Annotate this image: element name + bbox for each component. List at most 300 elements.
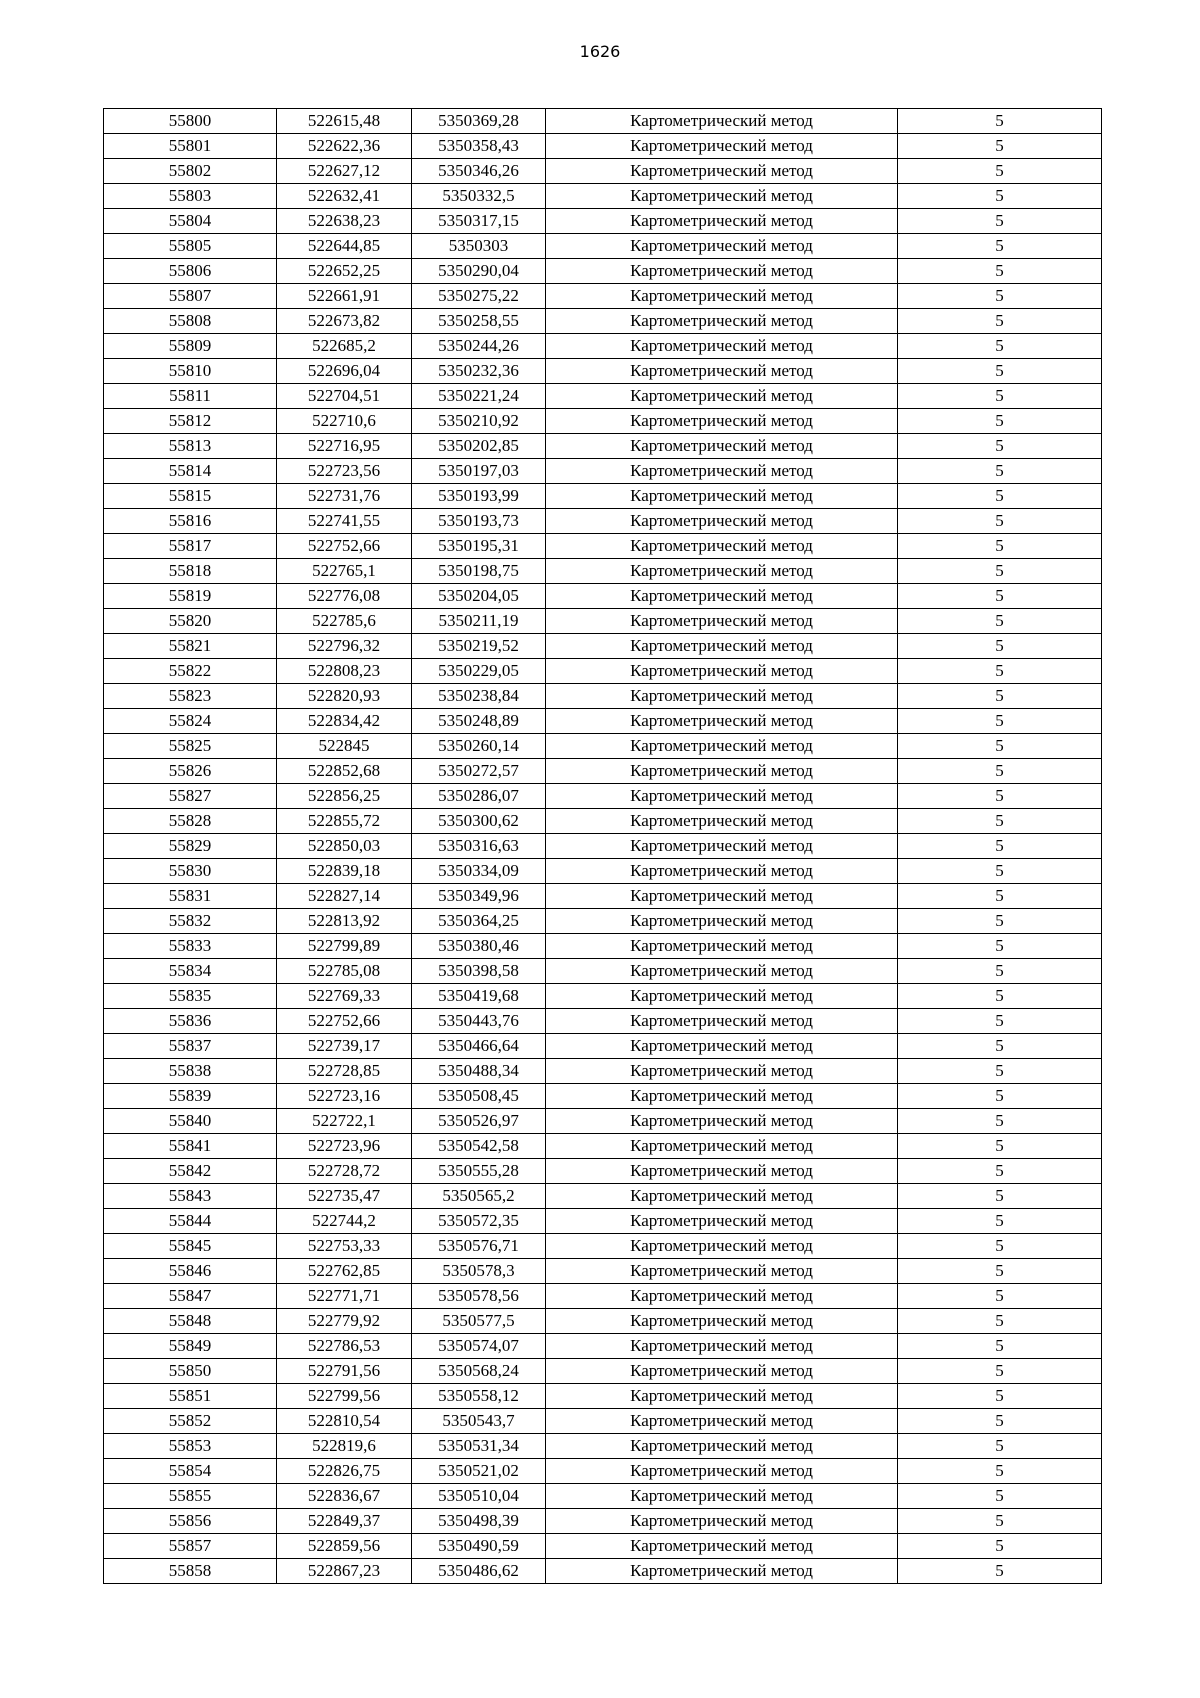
- y-coordinate-cell: 5350380,46: [412, 934, 546, 959]
- method-cell: Картометрический метод: [546, 609, 898, 634]
- x-coordinate-cell: 522786,53: [277, 1334, 412, 1359]
- y-coordinate-cell: 5350490,59: [412, 1534, 546, 1559]
- method-cell: Картометрический метод: [546, 659, 898, 684]
- x-coordinate-cell: 522723,16: [277, 1084, 412, 1109]
- accuracy-cell: 5: [898, 1159, 1102, 1184]
- accuracy-cell: 5: [898, 1334, 1102, 1359]
- x-coordinate-cell: 522799,56: [277, 1384, 412, 1409]
- x-coordinate-cell: 522808,23: [277, 659, 412, 684]
- method-cell: Картометрический метод: [546, 1359, 898, 1384]
- x-coordinate-cell: 522685,2: [277, 334, 412, 359]
- x-coordinate-cell: 522722,1: [277, 1109, 412, 1134]
- method-cell: Картометрический метод: [546, 109, 898, 134]
- method-cell: Картометрический метод: [546, 209, 898, 234]
- table-row: [104, 1309, 1102, 1334]
- point-number-cell: 55805: [104, 234, 277, 259]
- method-cell: Картометрический метод: [546, 584, 898, 609]
- point-number-cell: 55823: [104, 684, 277, 709]
- method-cell: Картометрический метод: [546, 1209, 898, 1234]
- point-number-cell: 55826: [104, 759, 277, 784]
- method-cell: Картометрический метод: [546, 1334, 898, 1359]
- x-coordinate-cell: 522819,6: [277, 1434, 412, 1459]
- accuracy-cell: 5: [898, 659, 1102, 684]
- x-coordinate-cell: 522776,08: [277, 584, 412, 609]
- x-coordinate-cell: 522696,04: [277, 359, 412, 384]
- y-coordinate-cell: 5350572,35: [412, 1209, 546, 1234]
- y-coordinate-cell: 5350210,92: [412, 409, 546, 434]
- point-number-cell: 55839: [104, 1084, 277, 1109]
- accuracy-cell: 5: [898, 609, 1102, 634]
- method-cell: Картометрический метод: [546, 934, 898, 959]
- x-coordinate-cell: 522867,23: [277, 1559, 412, 1584]
- point-number-cell: 55802: [104, 159, 277, 184]
- point-number-cell: 55827: [104, 784, 277, 809]
- table-row: [104, 1234, 1102, 1259]
- y-coordinate-cell: 5350303: [412, 234, 546, 259]
- y-coordinate-cell: 5350419,68: [412, 984, 546, 1009]
- accuracy-cell: 5: [898, 1534, 1102, 1559]
- accuracy-cell: 5: [898, 209, 1102, 234]
- accuracy-cell: 5: [898, 1034, 1102, 1059]
- accuracy-cell: 5: [898, 284, 1102, 309]
- method-cell: Картометрический метод: [546, 1134, 898, 1159]
- y-coordinate-cell: 5350466,64: [412, 1034, 546, 1059]
- method-cell: Картометрический метод: [546, 234, 898, 259]
- point-number-cell: 55856: [104, 1509, 277, 1534]
- point-number-cell: 55835: [104, 984, 277, 1009]
- y-coordinate-cell: 5350577,5: [412, 1309, 546, 1334]
- x-coordinate-cell: 522827,14: [277, 884, 412, 909]
- method-cell: Картометрический метод: [546, 984, 898, 1009]
- point-number-cell: 55812: [104, 409, 277, 434]
- point-number-cell: 55852: [104, 1409, 277, 1434]
- accuracy-cell: 5: [898, 1184, 1102, 1209]
- accuracy-cell: 5: [898, 709, 1102, 734]
- method-cell: Картометрический метод: [546, 834, 898, 859]
- table-row: [104, 934, 1102, 959]
- y-coordinate-cell: 5350443,76: [412, 1009, 546, 1034]
- y-coordinate-cell: 5350193,99: [412, 484, 546, 509]
- table-row: [104, 1509, 1102, 1534]
- table-row: [104, 1334, 1102, 1359]
- table-row: [104, 1034, 1102, 1059]
- accuracy-cell: 5: [898, 684, 1102, 709]
- method-cell: Картометрический метод: [546, 1034, 898, 1059]
- x-coordinate-cell: 522710,6: [277, 409, 412, 434]
- accuracy-cell: 5: [898, 459, 1102, 484]
- y-coordinate-cell: 5350358,43: [412, 134, 546, 159]
- accuracy-cell: 5: [898, 809, 1102, 834]
- point-number-cell: 55829: [104, 834, 277, 859]
- y-coordinate-cell: 5350578,56: [412, 1284, 546, 1309]
- point-number-cell: 55844: [104, 1209, 277, 1234]
- x-coordinate-cell: 522673,82: [277, 309, 412, 334]
- table-row: [104, 709, 1102, 734]
- x-coordinate-cell: 522723,96: [277, 1134, 412, 1159]
- x-coordinate-cell: 522826,75: [277, 1459, 412, 1484]
- x-coordinate-cell: 522731,76: [277, 484, 412, 509]
- y-coordinate-cell: 5350332,5: [412, 184, 546, 209]
- table-row: [104, 1009, 1102, 1034]
- accuracy-cell: 5: [898, 934, 1102, 959]
- accuracy-cell: 5: [898, 484, 1102, 509]
- accuracy-cell: 5: [898, 1409, 1102, 1434]
- point-number-cell: 55836: [104, 1009, 277, 1034]
- y-coordinate-cell: 5350543,7: [412, 1409, 546, 1434]
- method-cell: Картометрический метод: [546, 484, 898, 509]
- table-row: [104, 1059, 1102, 1084]
- y-coordinate-cell: 5350229,05: [412, 659, 546, 684]
- table-row: [104, 1559, 1102, 1584]
- x-coordinate-cell: 522716,95: [277, 434, 412, 459]
- table-row: [104, 1184, 1102, 1209]
- accuracy-cell: 5: [898, 984, 1102, 1009]
- y-coordinate-cell: 5350568,24: [412, 1359, 546, 1384]
- y-coordinate-cell: 5350232,36: [412, 359, 546, 384]
- y-coordinate-cell: 5350555,28: [412, 1159, 546, 1184]
- point-number-cell: 55804: [104, 209, 277, 234]
- method-cell: Картометрический метод: [546, 1309, 898, 1334]
- y-coordinate-cell: 5350202,85: [412, 434, 546, 459]
- accuracy-cell: 5: [898, 1434, 1102, 1459]
- y-coordinate-cell: 5350248,89: [412, 709, 546, 734]
- x-coordinate-cell: 522752,66: [277, 534, 412, 559]
- y-coordinate-cell: 5350238,84: [412, 684, 546, 709]
- method-cell: Картометрический метод: [546, 634, 898, 659]
- y-coordinate-cell: 5350221,24: [412, 384, 546, 409]
- y-coordinate-cell: 5350346,26: [412, 159, 546, 184]
- method-cell: Картометрический метод: [546, 359, 898, 384]
- table-row: [104, 259, 1102, 284]
- x-coordinate-cell: 522785,6: [277, 609, 412, 634]
- method-cell: Картометрический метод: [546, 184, 898, 209]
- accuracy-cell: 5: [898, 1509, 1102, 1534]
- y-coordinate-cell: 5350576,71: [412, 1234, 546, 1259]
- method-cell: Картометрический метод: [546, 1434, 898, 1459]
- x-coordinate-cell: 522644,85: [277, 234, 412, 259]
- method-cell: Картометрический метод: [546, 309, 898, 334]
- x-coordinate-cell: 522735,47: [277, 1184, 412, 1209]
- accuracy-cell: 5: [898, 184, 1102, 209]
- table-row: [104, 734, 1102, 759]
- method-cell: Картометрический метод: [546, 759, 898, 784]
- table-row: [104, 1434, 1102, 1459]
- y-coordinate-cell: 5350558,12: [412, 1384, 546, 1409]
- method-cell: Картометрический метод: [546, 809, 898, 834]
- y-coordinate-cell: 5350300,62: [412, 809, 546, 834]
- x-coordinate-cell: 522632,41: [277, 184, 412, 209]
- point-number-cell: 55847: [104, 1284, 277, 1309]
- x-coordinate-cell: 522813,92: [277, 909, 412, 934]
- accuracy-cell: 5: [898, 784, 1102, 809]
- table-row: [104, 384, 1102, 409]
- x-coordinate-cell: 522850,03: [277, 834, 412, 859]
- point-number-cell: 55817: [104, 534, 277, 559]
- point-number-cell: 55853: [104, 1434, 277, 1459]
- table-row: [104, 634, 1102, 659]
- x-coordinate-cell: 522739,17: [277, 1034, 412, 1059]
- table-row: [104, 1259, 1102, 1284]
- table-row: [104, 509, 1102, 534]
- y-coordinate-cell: 5350510,04: [412, 1484, 546, 1509]
- method-cell: Картометрический метод: [546, 259, 898, 284]
- accuracy-cell: 5: [898, 509, 1102, 534]
- x-coordinate-cell: 522744,2: [277, 1209, 412, 1234]
- accuracy-cell: 5: [898, 1084, 1102, 1109]
- table-row: [104, 484, 1102, 509]
- x-coordinate-cell: 522627,12: [277, 159, 412, 184]
- x-coordinate-cell: 522615,48: [277, 109, 412, 134]
- method-cell: Картометрический метод: [546, 459, 898, 484]
- point-number-cell: 55837: [104, 1034, 277, 1059]
- y-coordinate-cell: 5350195,31: [412, 534, 546, 559]
- x-coordinate-cell: 522855,72: [277, 809, 412, 834]
- table-row: [104, 834, 1102, 859]
- method-cell: Картометрический метод: [546, 1559, 898, 1584]
- method-cell: Картометрический метод: [546, 734, 898, 759]
- table-row: [104, 759, 1102, 784]
- coordinates-table: [103, 108, 1102, 1584]
- x-coordinate-cell: 522799,89: [277, 934, 412, 959]
- table-row: [104, 1409, 1102, 1434]
- x-coordinate-cell: 522728,72: [277, 1159, 412, 1184]
- y-coordinate-cell: 5350258,55: [412, 309, 546, 334]
- accuracy-cell: 5: [898, 584, 1102, 609]
- point-number-cell: 55854: [104, 1459, 277, 1484]
- x-coordinate-cell: 522652,25: [277, 259, 412, 284]
- y-coordinate-cell: 5350219,52: [412, 634, 546, 659]
- table-row: [104, 1284, 1102, 1309]
- table-row: [104, 534, 1102, 559]
- table-row: [104, 284, 1102, 309]
- y-coordinate-cell: 5350542,58: [412, 1134, 546, 1159]
- y-coordinate-cell: 5350204,05: [412, 584, 546, 609]
- table-row: [104, 1359, 1102, 1384]
- accuracy-cell: 5: [898, 1234, 1102, 1259]
- table-row: [104, 134, 1102, 159]
- point-number-cell: 55806: [104, 259, 277, 284]
- point-number-cell: 55834: [104, 959, 277, 984]
- x-coordinate-cell: 522752,66: [277, 1009, 412, 1034]
- x-coordinate-cell: 522753,33: [277, 1234, 412, 1259]
- x-coordinate-cell: 522704,51: [277, 384, 412, 409]
- x-coordinate-cell: 522741,55: [277, 509, 412, 534]
- table-row: [104, 434, 1102, 459]
- accuracy-cell: 5: [898, 959, 1102, 984]
- table-row: [104, 159, 1102, 184]
- method-cell: Картометрический метод: [546, 509, 898, 534]
- x-coordinate-cell: 522779,92: [277, 1309, 412, 1334]
- accuracy-cell: 5: [898, 309, 1102, 334]
- x-coordinate-cell: 522771,71: [277, 1284, 412, 1309]
- accuracy-cell: 5: [898, 1384, 1102, 1409]
- accuracy-cell: 5: [898, 409, 1102, 434]
- point-number-cell: 55855: [104, 1484, 277, 1509]
- method-cell: Картометрический метод: [546, 534, 898, 559]
- point-number-cell: 55821: [104, 634, 277, 659]
- y-coordinate-cell: 5350260,14: [412, 734, 546, 759]
- table-row: [104, 1084, 1102, 1109]
- x-coordinate-cell: 522728,85: [277, 1059, 412, 1084]
- table-row: [104, 1534, 1102, 1559]
- table-row: [104, 884, 1102, 909]
- y-coordinate-cell: 5350521,02: [412, 1459, 546, 1484]
- accuracy-cell: 5: [898, 1359, 1102, 1384]
- accuracy-cell: 5: [898, 559, 1102, 584]
- y-coordinate-cell: 5350565,2: [412, 1184, 546, 1209]
- accuracy-cell: 5: [898, 1259, 1102, 1284]
- point-number-cell: 55858: [104, 1559, 277, 1584]
- y-coordinate-cell: 5350526,97: [412, 1109, 546, 1134]
- accuracy-cell: 5: [898, 834, 1102, 859]
- table-row: [104, 859, 1102, 884]
- accuracy-cell: 5: [898, 434, 1102, 459]
- table-row: [104, 209, 1102, 234]
- x-coordinate-cell: 522765,1: [277, 559, 412, 584]
- accuracy-cell: 5: [898, 1484, 1102, 1509]
- y-coordinate-cell: 5350272,57: [412, 759, 546, 784]
- accuracy-cell: 5: [898, 909, 1102, 934]
- point-number-cell: 55832: [104, 909, 277, 934]
- method-cell: Картометрический метод: [546, 1259, 898, 1284]
- method-cell: Картометрический метод: [546, 1384, 898, 1409]
- x-coordinate-cell: 522769,33: [277, 984, 412, 1009]
- table-row: [104, 184, 1102, 209]
- point-number-cell: 55840: [104, 1109, 277, 1134]
- method-cell: Картометрический метод: [546, 334, 898, 359]
- method-cell: Картометрический метод: [546, 884, 898, 909]
- x-coordinate-cell: 522661,91: [277, 284, 412, 309]
- point-number-cell: 55851: [104, 1384, 277, 1409]
- y-coordinate-cell: 5350486,62: [412, 1559, 546, 1584]
- point-number-cell: 55803: [104, 184, 277, 209]
- accuracy-cell: 5: [898, 359, 1102, 384]
- y-coordinate-cell: 5350398,58: [412, 959, 546, 984]
- coordinates-table-body: [104, 109, 1102, 1584]
- point-number-cell: 55807: [104, 284, 277, 309]
- page-number: 1626: [579, 42, 621, 61]
- x-coordinate-cell: 522622,36: [277, 134, 412, 159]
- method-cell: Картометрический метод: [546, 134, 898, 159]
- method-cell: Картометрический метод: [546, 859, 898, 884]
- method-cell: Картометрический метод: [546, 1109, 898, 1134]
- table-row: [104, 459, 1102, 484]
- method-cell: Картометрический метод: [546, 409, 898, 434]
- table-row: [104, 909, 1102, 934]
- x-coordinate-cell: 522845: [277, 734, 412, 759]
- accuracy-cell: 5: [898, 1109, 1102, 1134]
- table-row: [104, 809, 1102, 834]
- table-row: [104, 1134, 1102, 1159]
- table-row: [104, 959, 1102, 984]
- method-cell: Картометрический метод: [546, 159, 898, 184]
- y-coordinate-cell: 5350364,25: [412, 909, 546, 934]
- method-cell: Картометрический метод: [546, 1009, 898, 1034]
- method-cell: Картометрический метод: [546, 384, 898, 409]
- accuracy-cell: 5: [898, 1209, 1102, 1234]
- table-row: [104, 1109, 1102, 1134]
- accuracy-cell: 5: [898, 134, 1102, 159]
- point-number-cell: 55808: [104, 309, 277, 334]
- x-coordinate-cell: 522785,08: [277, 959, 412, 984]
- method-cell: Картометрический метод: [546, 434, 898, 459]
- method-cell: Картометрический метод: [546, 559, 898, 584]
- table-row: [104, 334, 1102, 359]
- x-coordinate-cell: 522638,23: [277, 209, 412, 234]
- point-number-cell: 55810: [104, 359, 277, 384]
- table-row: [104, 584, 1102, 609]
- point-number-cell: 55843: [104, 1184, 277, 1209]
- method-cell: Картометрический метод: [546, 784, 898, 809]
- method-cell: Картометрический метод: [546, 1409, 898, 1434]
- table-row: [104, 984, 1102, 1009]
- point-number-cell: 55825: [104, 734, 277, 759]
- accuracy-cell: 5: [898, 534, 1102, 559]
- accuracy-cell: 5: [898, 1559, 1102, 1584]
- x-coordinate-cell: 522849,37: [277, 1509, 412, 1534]
- accuracy-cell: 5: [898, 1309, 1102, 1334]
- accuracy-cell: 5: [898, 109, 1102, 134]
- point-number-cell: 55814: [104, 459, 277, 484]
- point-number-cell: 55813: [104, 434, 277, 459]
- point-number-cell: 55846: [104, 1259, 277, 1284]
- point-number-cell: 55833: [104, 934, 277, 959]
- table-row: [104, 1484, 1102, 1509]
- x-coordinate-cell: 522856,25: [277, 784, 412, 809]
- method-cell: Картометрический метод: [546, 1534, 898, 1559]
- accuracy-cell: 5: [898, 634, 1102, 659]
- table-row: [104, 609, 1102, 634]
- point-number-cell: 55842: [104, 1159, 277, 1184]
- method-cell: Картометрический метод: [546, 1084, 898, 1109]
- table-row: [104, 409, 1102, 434]
- y-coordinate-cell: 5350574,07: [412, 1334, 546, 1359]
- method-cell: Картометрический метод: [546, 909, 898, 934]
- point-number-cell: 55841: [104, 1134, 277, 1159]
- accuracy-cell: 5: [898, 759, 1102, 784]
- point-number-cell: 55800: [104, 109, 277, 134]
- method-cell: Картометрический метод: [546, 1459, 898, 1484]
- point-number-cell: 55820: [104, 609, 277, 634]
- y-coordinate-cell: 5350275,22: [412, 284, 546, 309]
- point-number-cell: 55845: [104, 1234, 277, 1259]
- accuracy-cell: 5: [898, 1459, 1102, 1484]
- table-row: [104, 359, 1102, 384]
- method-cell: Картометрический метод: [546, 1159, 898, 1184]
- x-coordinate-cell: 522836,67: [277, 1484, 412, 1509]
- point-number-cell: 55811: [104, 384, 277, 409]
- point-number-cell: 55822: [104, 659, 277, 684]
- y-coordinate-cell: 5350198,75: [412, 559, 546, 584]
- method-cell: Картометрический метод: [546, 1184, 898, 1209]
- table-row: [104, 1384, 1102, 1409]
- table-row: [104, 659, 1102, 684]
- x-coordinate-cell: 522762,85: [277, 1259, 412, 1284]
- y-coordinate-cell: 5350317,15: [412, 209, 546, 234]
- point-number-cell: 55849: [104, 1334, 277, 1359]
- y-coordinate-cell: 5350286,07: [412, 784, 546, 809]
- y-coordinate-cell: 5350193,73: [412, 509, 546, 534]
- accuracy-cell: 5: [898, 1059, 1102, 1084]
- method-cell: Картометрический метод: [546, 959, 898, 984]
- accuracy-cell: 5: [898, 334, 1102, 359]
- x-coordinate-cell: 522859,56: [277, 1534, 412, 1559]
- y-coordinate-cell: 5350316,63: [412, 834, 546, 859]
- point-number-cell: 55828: [104, 809, 277, 834]
- method-cell: Картометрический метод: [546, 684, 898, 709]
- y-coordinate-cell: 5350211,19: [412, 609, 546, 634]
- y-coordinate-cell: 5350508,45: [412, 1084, 546, 1109]
